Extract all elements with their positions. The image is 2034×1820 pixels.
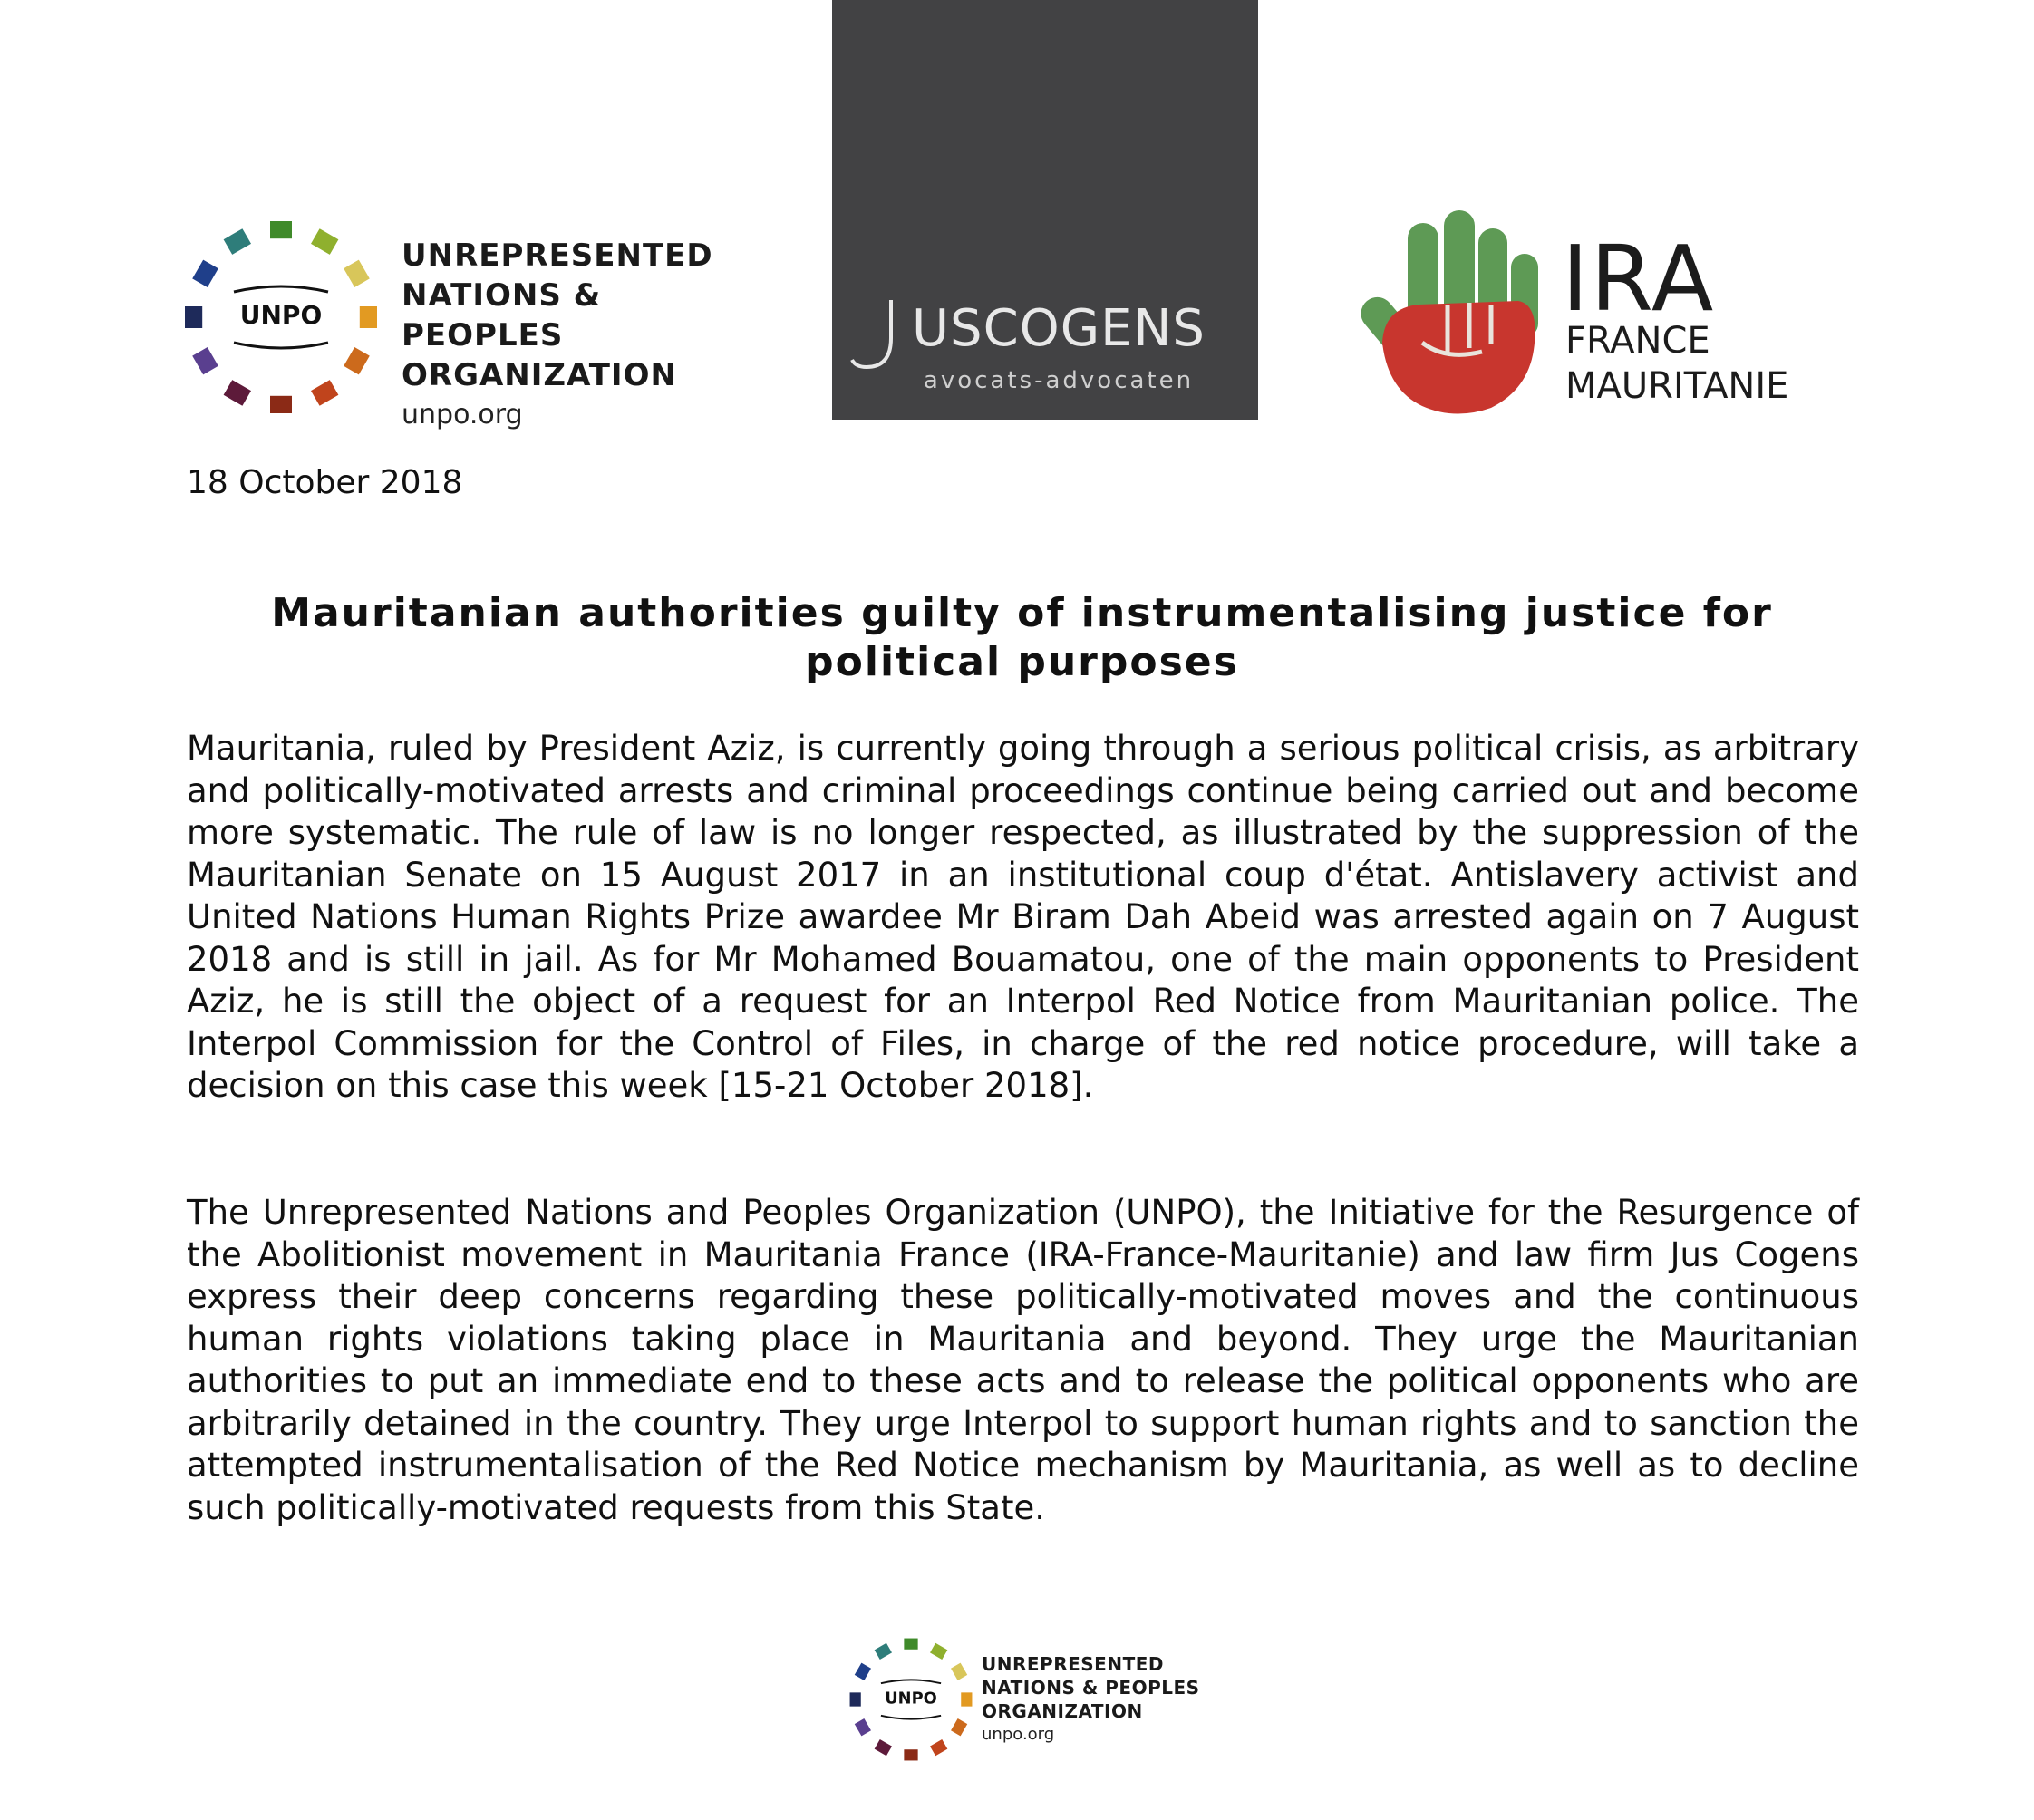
ring-segment (904, 1749, 917, 1760)
unpo-name-line1: UNREPRESENTED (982, 1653, 1164, 1675)
unpo-logo-top (181, 218, 761, 431)
ring-segment (270, 221, 292, 238)
ring-segment (311, 380, 338, 406)
ring-segment (185, 306, 202, 328)
ring-segment (904, 1639, 917, 1650)
ring-segment (855, 1718, 871, 1736)
ring-segment (951, 1663, 967, 1680)
body-paragraph-1: Mauritania, ruled by President Aziz, is currently going through a serious political crisis, as arbitrary and politically-motivated arrests and criminal proceedings continue being carried out and become more systematic. The rule of law is no longer respected, as illustrated by the suppression of the Mauritanian Senate on 15 August 2017 in an institutional coup d'état. Antislavery activist and United Nations Human Rights Prize awardee Mr Biram Dah Abeid was arrested again on 7 August 2018 and is still in jail. As for Mr Mohamed Bouamatou, one of the main opponents to President Aziz, he is still the object of a request for an Interpol Red Notice from Mauritanian police. The Interpol Commission for the Control of Files, in charge of the red notice procedure, will take a decision on this case this week [15-21 October 2018]. (187, 729, 1859, 1105)
unpo-ring-label: UNPO (239, 300, 323, 330)
ring-segment (192, 260, 218, 287)
hand-icon (1346, 207, 1559, 420)
ring-segment (224, 380, 251, 406)
juscogens-subtitle: avocats-advocaten (923, 367, 1195, 394)
ring-segment (311, 228, 338, 255)
unpo-name-line3: ORGANIZATION (402, 357, 677, 393)
unpo-name-line1: UNREPRESENTED (402, 237, 713, 274)
ira-logo (1346, 207, 1799, 420)
ira-subtitle-line2: MAURITANIE (1565, 365, 1789, 407)
ring-segment (855, 1663, 871, 1680)
ring-segment (951, 1718, 967, 1736)
ring-segment (344, 347, 370, 374)
ring-segment (344, 260, 370, 287)
ira-subtitle-line1: FRANCE (1565, 320, 1710, 362)
ring-segment (875, 1739, 892, 1756)
ring-segment (930, 1643, 947, 1660)
unpo-url: unpo.org (402, 399, 523, 431)
unpo-url: unpo.org (982, 1725, 1055, 1744)
unpo-ring-icon (848, 1636, 974, 1763)
ring-segment (961, 1692, 972, 1706)
ring-segment (875, 1643, 892, 1660)
unpo-ring-label: UNPO (885, 1689, 937, 1709)
document-title: Mauritanian authorities guilty of instrumentalising justice for political purposes (271, 590, 1773, 685)
unpo-ring-icon (181, 218, 381, 417)
unpo-name-line2: NATIONS & PEOPLES (982, 1677, 1200, 1699)
ring-segment (224, 228, 251, 255)
unpo-name-line3: ORGANIZATION (982, 1700, 1143, 1722)
unpo-logo-bottom (848, 1636, 1228, 1763)
body-paragraph-2: The Unrepresented Nations and Peoples Organization (UNPO), the Initiative for the Resurgence of the Abolitionist movement in Mauritania France (IRA-France-Mauritanie) and law firm Jus Cogens express their deep concerns regarding these politically-motivated moves and the continuous human rights violations taking place in Mauritania and beyond. They urge the Mauritanian authorities to put an immediate end to these acts and to release the political opponents who are arbitrarily detained in the country. They urge Interpol to support human rights and to sanction the attempted instrumentalisation of the Red Notice mechanism by Mauritania, as well as to decline such politically-motivated requests from this State. (187, 1193, 1859, 1527)
ring-segment (192, 347, 218, 374)
juscogens-name: USCOGENS (912, 299, 1206, 358)
ring-segment (360, 306, 377, 328)
ring-segment (270, 396, 292, 413)
unpo-name-line2: NATIONS & PEOPLES (402, 277, 602, 353)
ring-segment (930, 1739, 947, 1756)
ring-segment (850, 1692, 861, 1706)
juscogens-logo (832, 0, 1258, 420)
document-date: 18 October 2018 (187, 464, 463, 501)
ira-title: IRA (1562, 226, 1716, 332)
